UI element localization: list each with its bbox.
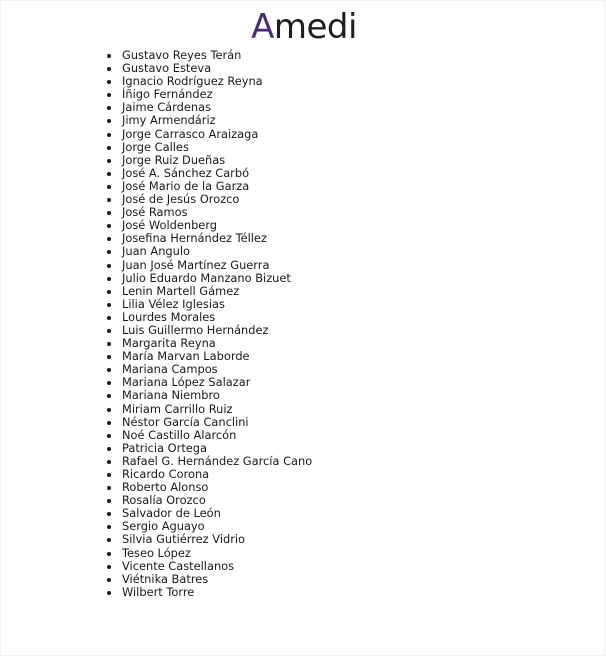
list-item: Margarita Reyna xyxy=(122,337,322,350)
list-item: José A. Sánchez Carbó xyxy=(122,167,322,180)
list-item: Jorge Ruiz Dueñas xyxy=(122,154,322,167)
logo-initial: A xyxy=(251,7,274,47)
list-item: Gustavo Reyes Terán xyxy=(122,49,322,62)
list-item: Lilia Vélez Iglesias xyxy=(122,298,322,311)
list-item: Gustavo Esteva xyxy=(122,62,322,75)
list-item: Roberto Alonso xyxy=(122,481,322,494)
list-item: José Mario de la Garza xyxy=(122,180,322,193)
list-item: Julio Eduardo Manzano Bizuet xyxy=(122,272,322,285)
list-item: Rosalía Orozco xyxy=(122,494,322,507)
list-item: Ricardo Corona xyxy=(122,468,322,481)
logo-rest: medi xyxy=(273,7,357,47)
list-item: Josefina Hernández Téllez xyxy=(122,232,322,245)
list-item: Juan José Martínez Guerra xyxy=(122,259,322,272)
list-item: Teseo López xyxy=(122,547,322,560)
list-item: Vicente Castellanos xyxy=(122,560,322,573)
list-item: María Marvan Laborde xyxy=(122,350,322,363)
list-item: Wilbert Torre xyxy=(122,586,322,599)
amedi-logo xyxy=(1,8,606,46)
list-item: Néstor García Canclini xyxy=(122,416,322,429)
list-item: Rafael G. Hernández García Cano xyxy=(122,455,322,468)
list-item: Sergio Aguayo xyxy=(122,520,322,533)
names-list xyxy=(122,49,322,599)
list-item: Luis Guillermo Hernández xyxy=(122,324,322,337)
list-item: Jorge Calles xyxy=(122,141,322,154)
list-item: Patricia Ortega xyxy=(122,442,322,455)
list-item: Mariana Niembro xyxy=(122,389,322,402)
list-item: José Woldenberg xyxy=(122,219,322,232)
list-item: Lourdes Morales xyxy=(122,311,322,324)
list-item: Salvador de León xyxy=(122,507,322,520)
list-item: José de Jesús Orozco xyxy=(122,193,322,206)
list-item: Lenin Martell Gámez xyxy=(122,285,322,298)
list-item: Juan Angulo xyxy=(122,245,322,258)
list-item: Íñigo Fernández xyxy=(122,88,322,101)
list-item: Mariana López Salazar xyxy=(122,376,322,389)
list-item: Jorge Carrasco Araizaga xyxy=(122,128,322,141)
list-item: Silvia Gutiérrez Vidrio xyxy=(122,533,322,546)
list-item: Miriam Carrillo Ruiz xyxy=(122,403,322,416)
list-item: Jimy Armendáriz xyxy=(122,114,322,127)
list-item: José Ramos xyxy=(122,206,322,219)
list-item: Jaime Cárdenas xyxy=(122,101,322,114)
list-item: Mariana Campos xyxy=(122,363,322,376)
list-item: Noé Castillo Alarcón xyxy=(122,429,322,442)
list-item: Ignacio Rodríguez Reyna xyxy=(122,75,322,88)
list-item: Viétnika Batres xyxy=(122,573,322,586)
